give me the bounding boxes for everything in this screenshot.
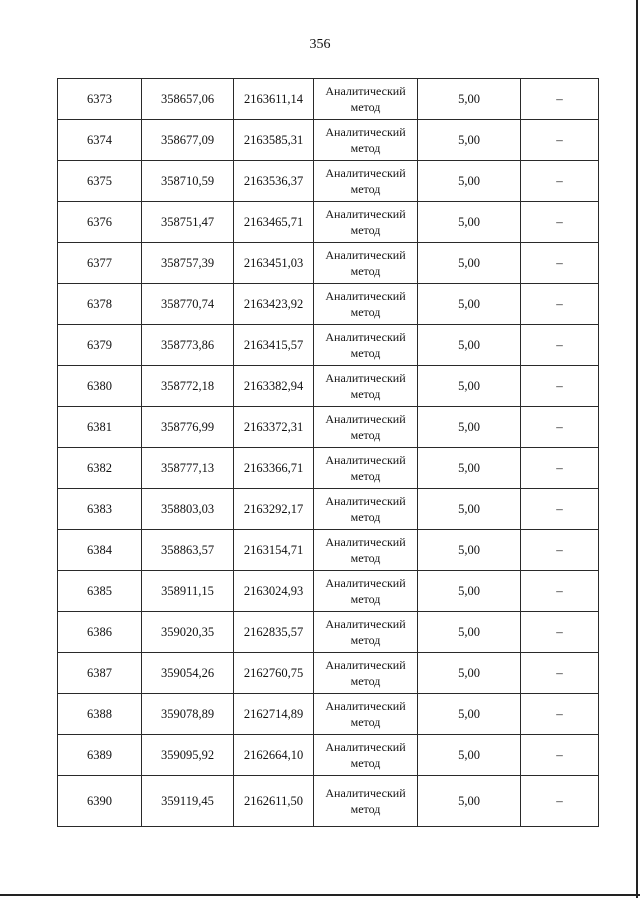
method-cell: Аналитический метод [314, 653, 418, 694]
table-row [58, 448, 599, 489]
error-cell: 5,00 [418, 448, 521, 489]
y-coordinate-cell: 2163154,71 [234, 530, 314, 571]
note-cell: – [521, 694, 599, 735]
method-cell: Аналитический метод [314, 448, 418, 489]
error-cell: 5,00 [418, 243, 521, 284]
error-cell: 5,00 [418, 161, 521, 202]
method-cell: Аналитический метод [314, 202, 418, 243]
error-cell: 5,00 [418, 694, 521, 735]
table-row [58, 243, 599, 284]
x-coordinate-cell: 358911,15 [142, 571, 234, 612]
y-coordinate-cell: 2163423,92 [234, 284, 314, 325]
table-row [58, 284, 599, 325]
y-coordinate-cell: 2163372,31 [234, 407, 314, 448]
y-coordinate-cell: 2163292,17 [234, 489, 314, 530]
point-number-cell: 6385 [58, 571, 142, 612]
error-cell: 5,00 [418, 653, 521, 694]
y-coordinate-cell: 2163611,14 [234, 79, 314, 120]
x-coordinate-cell: 359119,45 [142, 776, 234, 827]
note-cell: – [521, 735, 599, 776]
method-cell: Аналитический метод [314, 243, 418, 284]
method-cell: Аналитический метод [314, 735, 418, 776]
error-cell: 5,00 [418, 202, 521, 243]
method-cell: Аналитический метод [314, 407, 418, 448]
error-cell: 5,00 [418, 571, 521, 612]
point-number-cell: 6383 [58, 489, 142, 530]
table-row [58, 776, 599, 827]
method-cell: Аналитический метод [314, 530, 418, 571]
point-number-cell: 6375 [58, 161, 142, 202]
y-coordinate-cell: 2162714,89 [234, 694, 314, 735]
note-cell: – [521, 530, 599, 571]
y-coordinate-cell: 2163465,71 [234, 202, 314, 243]
page-frame-right [636, 0, 638, 898]
note-cell: – [521, 243, 599, 284]
y-coordinate-cell: 2163024,93 [234, 571, 314, 612]
method-cell: Аналитический метод [314, 325, 418, 366]
y-coordinate-cell: 2162760,75 [234, 653, 314, 694]
x-coordinate-cell: 358770,74 [142, 284, 234, 325]
y-coordinate-cell: 2162835,57 [234, 612, 314, 653]
x-coordinate-cell: 358710,59 [142, 161, 234, 202]
y-coordinate-cell: 2162664,10 [234, 735, 314, 776]
point-number-cell: 6379 [58, 325, 142, 366]
method-cell: Аналитический метод [314, 571, 418, 612]
note-cell: – [521, 202, 599, 243]
y-coordinate-cell: 2163451,03 [234, 243, 314, 284]
note-cell: – [521, 776, 599, 827]
error-cell: 5,00 [418, 530, 521, 571]
coordinates-table-body [58, 79, 599, 827]
x-coordinate-cell: 358776,99 [142, 407, 234, 448]
method-cell: Аналитический метод [314, 120, 418, 161]
error-cell: 5,00 [418, 284, 521, 325]
table-row [58, 612, 599, 653]
table-row [58, 407, 599, 448]
table-row [58, 530, 599, 571]
point-number-cell: 6387 [58, 653, 142, 694]
note-cell: – [521, 489, 599, 530]
error-cell: 5,00 [418, 120, 521, 161]
x-coordinate-cell: 359054,26 [142, 653, 234, 694]
method-cell: Аналитический метод [314, 366, 418, 407]
method-cell: Аналитический метод [314, 776, 418, 827]
error-cell: 5,00 [418, 735, 521, 776]
table-row [58, 120, 599, 161]
y-coordinate-cell: 2163382,94 [234, 366, 314, 407]
note-cell: – [521, 448, 599, 489]
x-coordinate-cell: 358777,13 [142, 448, 234, 489]
note-cell: – [521, 120, 599, 161]
y-coordinate-cell: 2163536,37 [234, 161, 314, 202]
method-cell: Аналитический метод [314, 612, 418, 653]
error-cell: 5,00 [418, 489, 521, 530]
point-number-cell: 6380 [58, 366, 142, 407]
error-cell: 5,00 [418, 366, 521, 407]
page-frame-bottom [0, 894, 640, 896]
error-cell: 5,00 [418, 79, 521, 120]
x-coordinate-cell: 358773,86 [142, 325, 234, 366]
note-cell: – [521, 653, 599, 694]
x-coordinate-cell: 359020,35 [142, 612, 234, 653]
point-number-cell: 6382 [58, 448, 142, 489]
method-cell: Аналитический метод [314, 489, 418, 530]
point-number-cell: 6390 [58, 776, 142, 827]
method-cell: Аналитический метод [314, 284, 418, 325]
x-coordinate-cell: 358863,57 [142, 530, 234, 571]
note-cell: – [521, 407, 599, 448]
point-number-cell: 6381 [58, 407, 142, 448]
x-coordinate-cell: 359078,89 [142, 694, 234, 735]
note-cell: – [521, 571, 599, 612]
table-row [58, 489, 599, 530]
y-coordinate-cell: 2163366,71 [234, 448, 314, 489]
method-cell: Аналитический метод [314, 161, 418, 202]
x-coordinate-cell: 358757,39 [142, 243, 234, 284]
table-row [58, 735, 599, 776]
table-row [58, 161, 599, 202]
point-number-cell: 6384 [58, 530, 142, 571]
x-coordinate-cell: 358677,09 [142, 120, 234, 161]
table-row [58, 325, 599, 366]
point-number-cell: 6377 [58, 243, 142, 284]
x-coordinate-cell: 358751,47 [142, 202, 234, 243]
error-cell: 5,00 [418, 407, 521, 448]
point-number-cell: 6388 [58, 694, 142, 735]
y-coordinate-cell: 2163585,31 [234, 120, 314, 161]
error-cell: 5,00 [418, 325, 521, 366]
note-cell: – [521, 79, 599, 120]
note-cell: – [521, 284, 599, 325]
point-number-cell: 6374 [58, 120, 142, 161]
page-number: 356 [309, 37, 331, 52]
table-row [58, 79, 599, 120]
method-cell: Аналитический метод [314, 694, 418, 735]
method-cell: Аналитический метод [314, 79, 418, 120]
point-number-cell: 6373 [58, 79, 142, 120]
point-number-cell: 6376 [58, 202, 142, 243]
table-row [58, 202, 599, 243]
point-number-cell: 6386 [58, 612, 142, 653]
x-coordinate-cell: 358657,06 [142, 79, 234, 120]
note-cell: – [521, 366, 599, 407]
note-cell: – [521, 325, 599, 366]
point-number-cell: 6378 [58, 284, 142, 325]
y-coordinate-cell: 2163415,57 [234, 325, 314, 366]
note-cell: – [521, 612, 599, 653]
table-row [58, 366, 599, 407]
coordinates-table [57, 78, 599, 827]
x-coordinate-cell: 359095,92 [142, 735, 234, 776]
table-row [58, 571, 599, 612]
error-cell: 5,00 [418, 612, 521, 653]
table-row [58, 653, 599, 694]
note-cell: – [521, 161, 599, 202]
y-coordinate-cell: 2162611,50 [234, 776, 314, 827]
point-number-cell: 6389 [58, 735, 142, 776]
x-coordinate-cell: 358772,18 [142, 366, 234, 407]
table-row [58, 694, 599, 735]
error-cell: 5,00 [418, 776, 521, 827]
x-coordinate-cell: 358803,03 [142, 489, 234, 530]
